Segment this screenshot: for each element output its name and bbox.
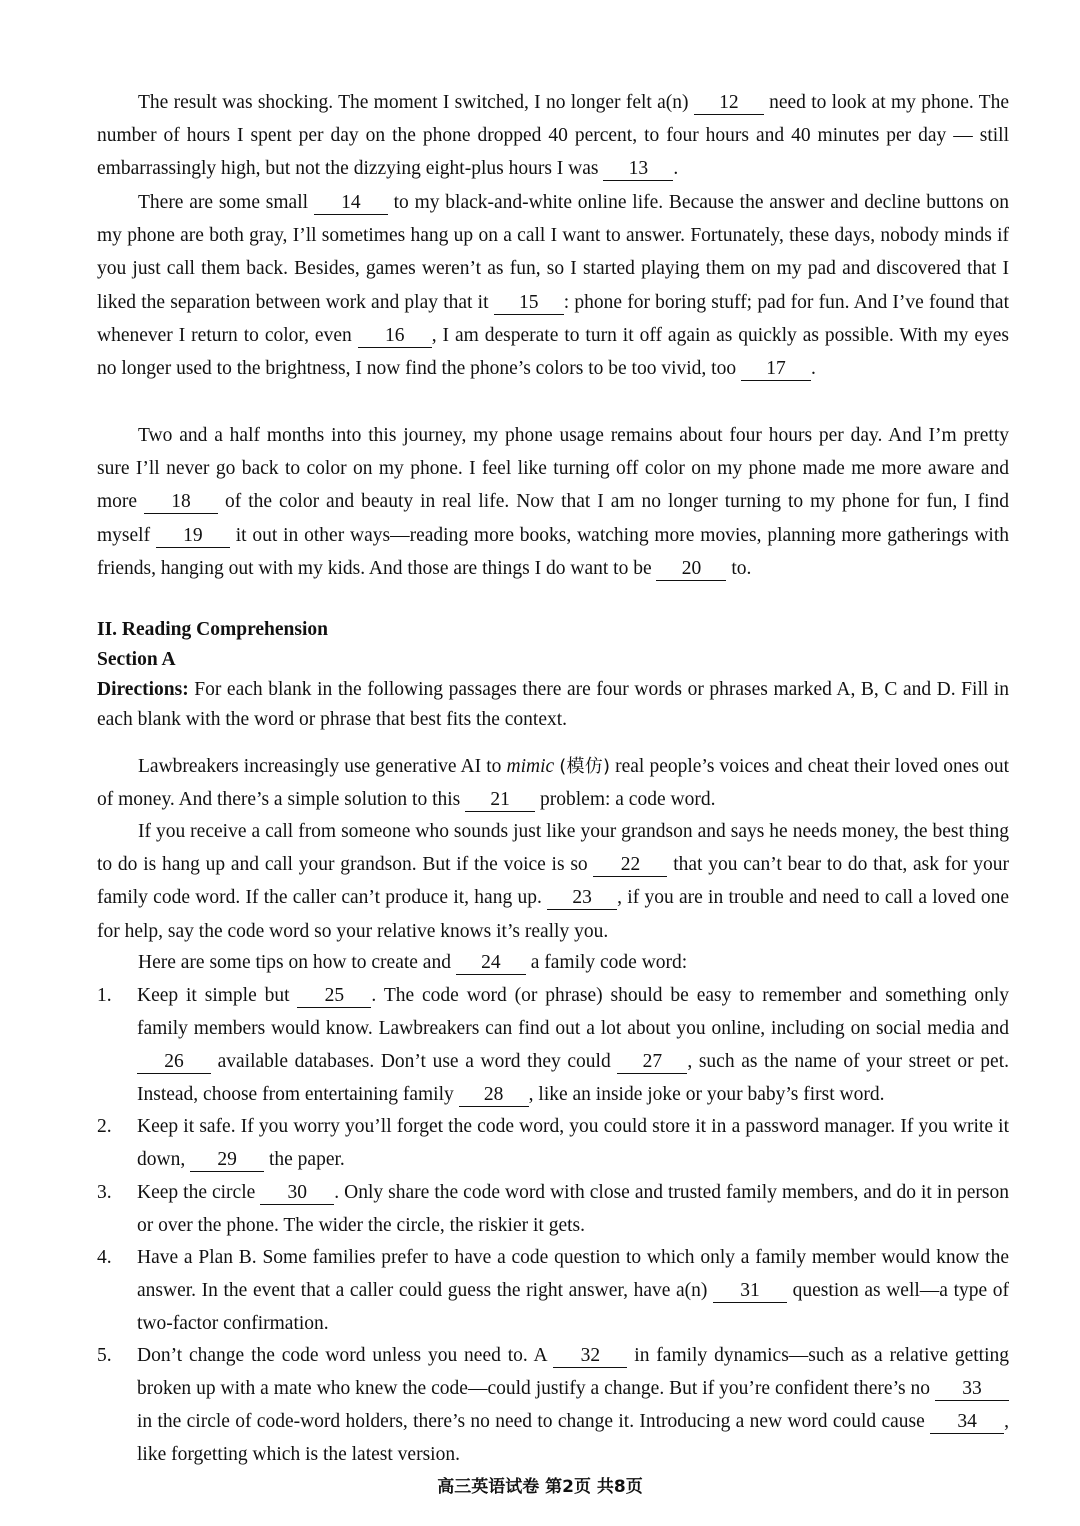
blank-15[interactable]: 15 [494, 292, 564, 315]
section-heading: Section A [97, 649, 176, 670]
blank-28[interactable]: 28 [459, 1084, 529, 1107]
blank-24[interactable]: 24 [456, 952, 526, 975]
tip-number: 3. [97, 1182, 112, 1203]
blank-12[interactable]: 12 [694, 92, 764, 115]
tip-3: 3. Keep the circle 30 . Only share the code word with close and trusted family members, and do it in person or over the phone. The wider the circle, the riskier it gets. [97, 1176, 1009, 1242]
paragraph-12-13: The result was shocking. The moment I switched, I no longer felt a(n) 12 need to look at my phone. The number of hours I spent per day on the phone dropped 40 percent, to four hours and 40 minutes per day — still embarrassingly high, but not the dizzying eight-plus hours I was 13 . [97, 92, 1009, 180]
tip-4: 4. Have a Plan B. Some families prefer to have a code question to which only a family member would know the answer. In the event that a caller could guess the right answer, have a(n) 31 question as well—a type of two-factor confirmation. [97, 1241, 1009, 1340]
blank-29[interactable]: 29 [190, 1149, 264, 1172]
paragraph-24: Here are some tips on how to create and 24 a family code word: [138, 952, 688, 973]
blank-21[interactable]: 21 [465, 789, 535, 812]
tip-1: 1. Keep it simple but 25 . The code word (or phrase) should be easy to remember and something only family members would know. Lawbreakers can find out a lot about you online, including on social media and 26 available databases. Don’t use a word they could 27 , such as the name of your street or pet. Instead, choose from entertaining family 28 , like an inside joke or your baby’s first word. [97, 979, 1009, 1111]
tip-5: 5. Don’t change the code word unless you need to. A 32 in family dynamics—such as a relative getting broken up with a mate who knew the code—could justify a change. But if you’re confident there’s no 33 in the circle of code-word holders, there’s no need to change it. Introducing a new word could cause 34 , like forgetting which is the latest version. [97, 1339, 1009, 1471]
blank-17[interactable]: 17 [741, 358, 811, 381]
blank-31[interactable]: 31 [713, 1280, 787, 1303]
tip-number: 1. [97, 985, 112, 1006]
blank-30[interactable]: 30 [260, 1182, 334, 1205]
blank-32[interactable]: 32 [553, 1345, 627, 1368]
blank-16[interactable]: 16 [358, 325, 432, 348]
blank-25[interactable]: 25 [297, 985, 371, 1008]
blank-20[interactable]: 20 [656, 558, 726, 581]
paragraph-21: Lawbreakers increasingly use generative AI to mimic (模仿) real people’s voices and cheat their loved ones out of money. And there’s a simple solution to this 21 problem: a code word. [97, 756, 1010, 811]
blank-23[interactable]: 23 [547, 887, 617, 910]
tip-2: 2. Keep it safe. If you worry you’ll forget the code word, you could store it in a password manager. If you write it down, 29 the paper. [97, 1110, 1009, 1176]
blank-26[interactable]: 26 [137, 1051, 211, 1074]
paragraph-18-20: Two and a half months into this journey, my phone usage remains about four hours per day. And I’m pretty sure I’ll never go back to color on my phone. I feel like turning off color on my phone made me more aware and more 18 of the color and beauty in real life. Now that I am no longer turning to my phone for fun, I find myself 19 it out in other ways—reading more books, watching more movies, planning more gatherings with friends, hanging out with my kids. And those are things I do want to be 20 to. [97, 425, 1010, 579]
directions-label: Directions: [97, 679, 189, 700]
blank-33[interactable]: 33 [935, 1378, 1009, 1401]
tip-number: 2. [97, 1116, 112, 1137]
blank-18[interactable]: 18 [144, 491, 218, 514]
blank-22[interactable]: 22 [593, 854, 667, 877]
blank-13[interactable]: 13 [603, 158, 673, 181]
page-footer: 高三英语试卷 第2页 共8页 [437, 1477, 643, 1497]
blank-14[interactable]: 14 [314, 192, 388, 215]
paragraph-22-23: If you receive a call from someone who sounds just like your grandson and says he needs money, the best thing to do is hang up and call your grandson. But if the voice is so 22 that you can’t bear to do that, ask for your family code word. If the caller can’t produce it, hang up. 23 , if you are in trouble and need to call a loved one for help, say the code word so your relative knows it’s really you. [97, 821, 1010, 942]
tip-number: 4. [97, 1247, 112, 1268]
paragraph-14-17: There are some small 14 to my black-and-white online life. Because the answer and decline buttons on my phone are both gray, I’ll sometimes hang up on a call I want to answer. Fortunately, these days, nobody minds if you just call them back. Besides, games weren’t as fun, so I started playing them on my pad and discovered that I liked the separation between work and play that it 15 : phone for boring stuff; pad for fun. And I’ve found that whenever I return to color, even 16 , I am desperate to turn it off again as quickly as possible. With my eyes no longer used to the brightness, I now find the phone’s colors to be too vivid, too 17 . [97, 192, 1010, 380]
blank-19[interactable]: 19 [156, 525, 230, 548]
directions: Directions: For each blank in the following passages there are four words or phrases marked A, B, C and D. Fill in each blank with the word or phrase that best fits the context. [97, 679, 1010, 730]
tip-number: 5. [97, 1345, 112, 1366]
blank-34[interactable]: 34 [930, 1411, 1004, 1434]
part-heading: II. Reading Comprehension [97, 619, 328, 640]
blank-27[interactable]: 27 [617, 1051, 687, 1074]
